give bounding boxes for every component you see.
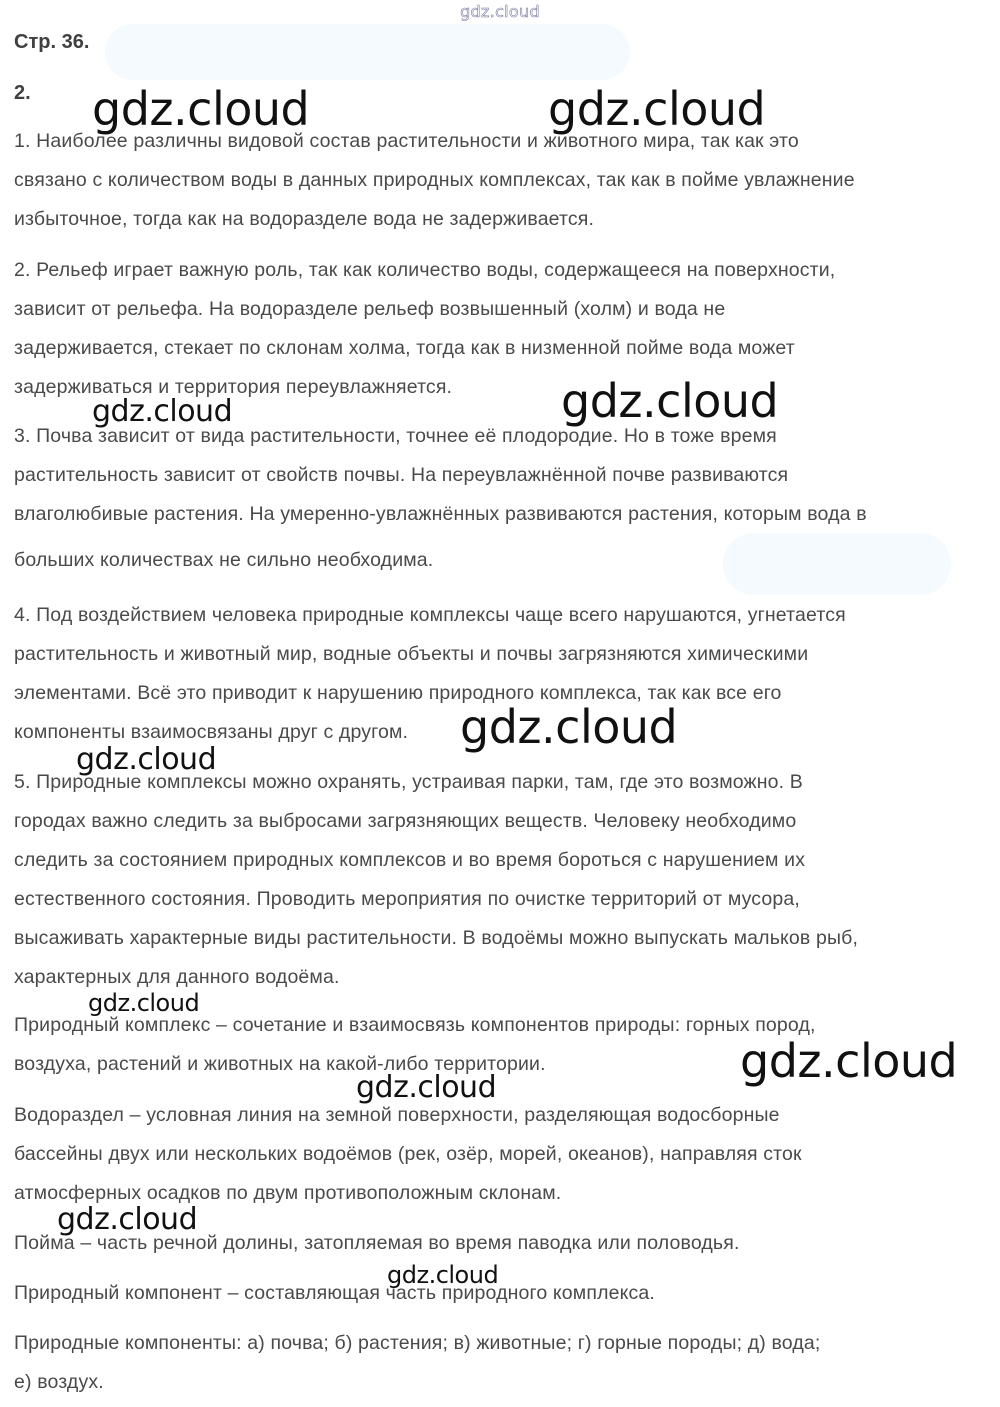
paragraph-2 <box>14 251 994 407</box>
text-line: Природные компоненты: а) почва; б) растения; в) животные; г) горные породы; д) вода; <box>14 1332 821 1354</box>
definition-watershed <box>14 1096 994 1213</box>
task-number: 2. <box>14 82 31 104</box>
text-line: избыточное, тогда как на водоразделе вода не задерживается. <box>14 208 595 230</box>
text-line: задерживается, стекает по склонам холма, тогда как в низменной пойме вода может <box>14 337 795 359</box>
text-line: связано с количеством воды в данных природных комплексах, так как в пойме увлажнение <box>14 169 855 191</box>
natural-components-list <box>14 1324 994 1402</box>
highlight-blob <box>105 24 630 80</box>
text-line: е) воздух. <box>14 1371 104 1393</box>
watermark: gdz.cloud <box>356 1070 497 1105</box>
text-line: Природный компонент – составляющая часть природного комплекса. <box>14 1282 655 1304</box>
text-line: растительность и животный мир, водные объекты и почвы загрязняются химическими <box>14 643 809 665</box>
text-line: 1. Наиболее различны видовой состав растительности и животного мира, так как это <box>14 130 799 152</box>
text-line: элементами. Всё это приводит к нарушению природного комплекса, так как все его <box>14 682 782 704</box>
text-line: растительность зависит от свойств почвы. На переувлажнённой почве развиваются <box>14 464 789 486</box>
text-line: воздуха, растений и животных на какой-либо территории. <box>14 1053 546 1075</box>
paragraph-3 <box>14 417 994 580</box>
text-line: высаживать характерные виды растительности. В водоёмы можно выпускать мальков рыб, <box>14 927 859 949</box>
source-watermark: gdz.cloud <box>460 2 540 21</box>
watermark: gdz.cloud <box>92 82 310 136</box>
text-line: 3. Почва зависит от вида растительности, точнее её плодородие. Но в тоже время <box>14 425 777 447</box>
paragraph-1 <box>14 122 994 239</box>
text-line: Водораздел – условная линия на земной поверхности, разделяющая водосборные <box>14 1104 780 1126</box>
text-line: 4. Под воздействием человека природные комплексы чаще всего нарушаются, угнетается <box>14 604 846 626</box>
text-line: характерных для данного водоёма. <box>14 966 340 988</box>
watermark: gdz.cloud <box>548 82 766 136</box>
text-line: атмосферных осадков по двум противоположным склонам. <box>14 1182 562 1204</box>
text-line: следить за состоянием природных комплексов и во время бороться с нарушением их <box>14 849 806 871</box>
watermark: gdz.cloud <box>460 700 678 754</box>
text-line: Пойма – часть речной долины, затопляемая во время паводка или половодья. <box>14 1232 740 1254</box>
text-line: естественного состояния. Проводить мероприятия по очистке территорий от мусора, <box>14 888 800 910</box>
definition-natural-component <box>14 1274 994 1313</box>
watermark: gdz.cloud <box>88 989 200 1017</box>
text-line: Природный комплекс – сочетание и взаимосвязь компонентов природы: горных пород, <box>14 1014 816 1036</box>
watermark: gdz.cloud <box>740 1034 958 1088</box>
text-line: больших количествах не сильно необходима. <box>14 549 434 571</box>
text-line: 5. Природные комплексы можно охранять, устраивая парки, там, где это возможно. В <box>14 771 803 793</box>
watermark: gdz.cloud <box>76 742 217 777</box>
text-line: городах важно следить за выбросами загрязняющих веществ. Человеку необходимо <box>14 810 797 832</box>
text-line: бассейны двух или нескольких водоёмов (рек, озёр, морей, океанов), направляя сток <box>14 1143 802 1165</box>
page-number-heading: Стр. 36. <box>14 31 90 53</box>
text-line: компоненты взаимосвязаны друг с другом. <box>14 721 409 743</box>
text-line: задерживаться и территория переувлажняется. <box>14 376 453 398</box>
text-line: 2. Рельеф играет важную роль, так как количество воды, содержащееся на поверхности, <box>14 259 836 281</box>
text-line: зависит от рельефа. На водоразделе рельеф возвышенный (холм) и вода не <box>14 298 726 320</box>
watermark: gdz.cloud <box>387 1261 499 1289</box>
watermark: gdz.cloud <box>561 374 779 428</box>
paragraph-5 <box>14 763 994 997</box>
watermark: gdz.cloud <box>57 1202 198 1237</box>
text-line: влаголюбивые растения. На умеренно-увлажнённых развиваются растения, которым вода в <box>14 503 867 525</box>
watermark: gdz.cloud <box>92 394 233 429</box>
